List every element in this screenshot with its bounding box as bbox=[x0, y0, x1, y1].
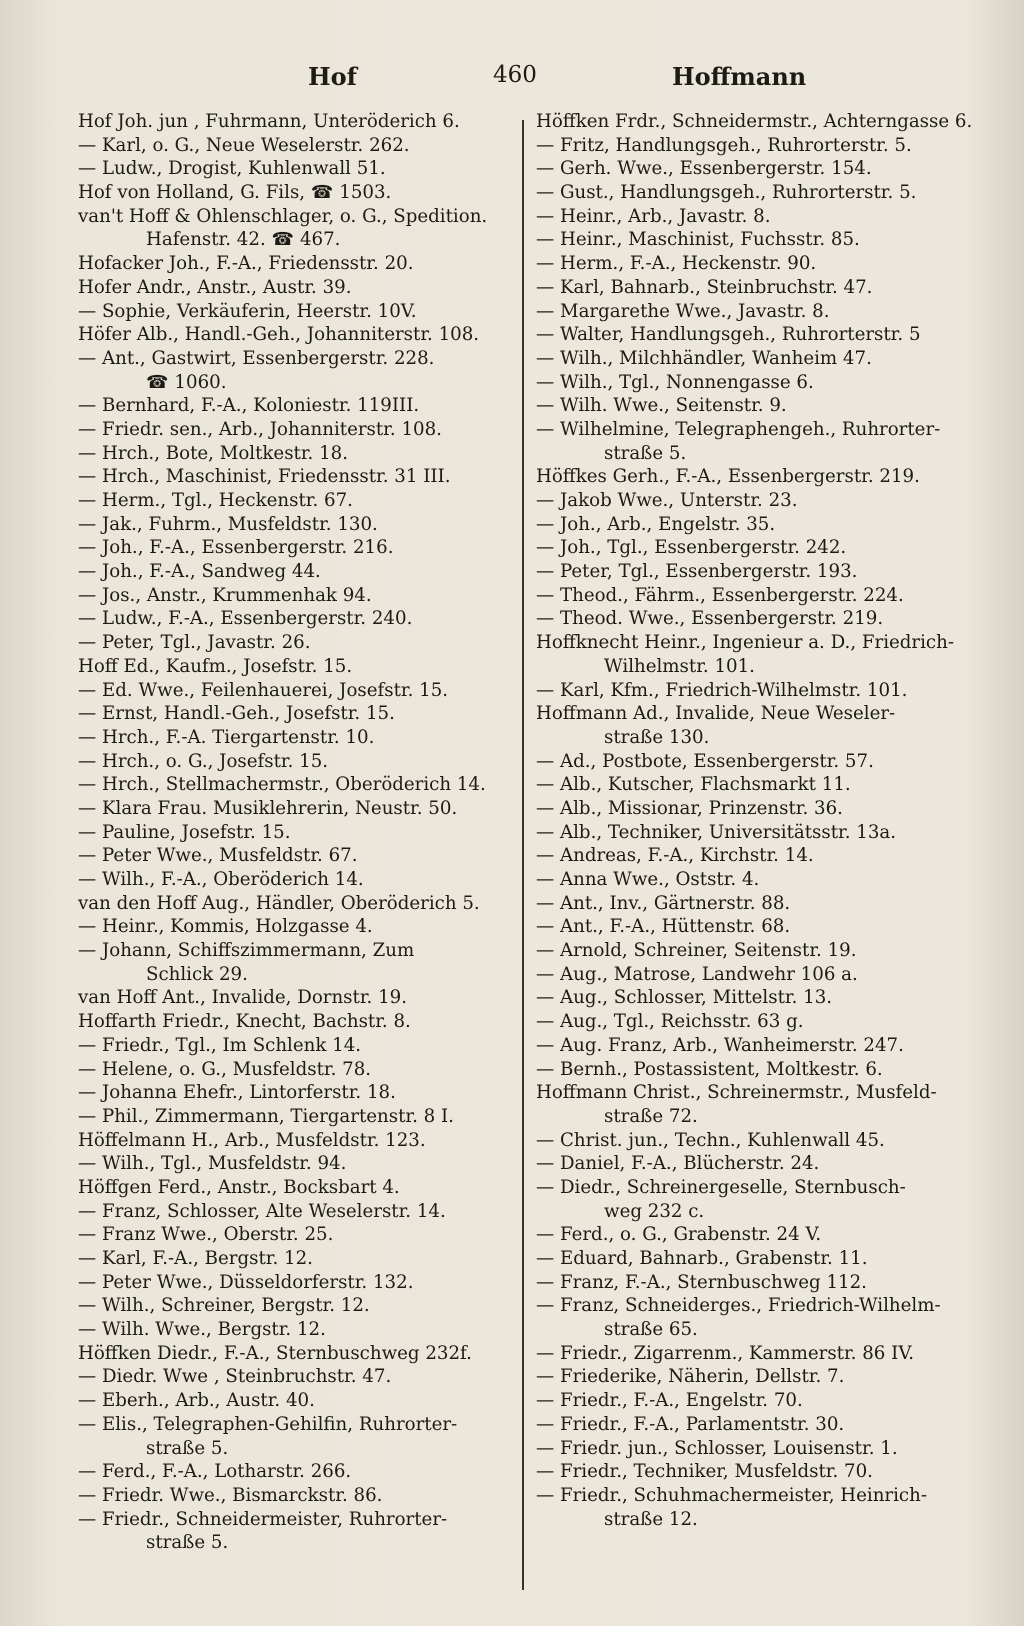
directory-entry: — Andreas, F.-A., Kirchstr. 14. bbox=[536, 845, 814, 867]
directory-entry: Höffgen Ferd., Anstr., Bocksbart 4. bbox=[78, 1176, 400, 1198]
directory-entry: — Friedr., Schneidermeister, Ruhrorter- bbox=[78, 1508, 448, 1530]
directory-entry: — Eberh., Arb., Austr. 40. bbox=[78, 1390, 315, 1412]
directory-entry: — Wilh., Milchhändler, Wanheim 47. bbox=[536, 347, 872, 369]
directory-entry: straße 130. bbox=[604, 726, 710, 748]
directory-entry: — Gust., Handlungsgeh., Ruhrorterstr. 5. bbox=[536, 182, 917, 204]
directory-entry: van den Hoff Aug., Händler, Oberöderich 5. bbox=[78, 892, 480, 914]
directory-entry: — Franz, Schlosser, Alte Weselerstr. 14. bbox=[78, 1200, 446, 1222]
directory-entry: Wilhelmstr. 101. bbox=[604, 655, 755, 677]
directory-entry: — Peter, Tgl., Javastr. 26. bbox=[78, 632, 311, 654]
directory-entry: — Wilh., F.-A., Oberöderich 14. bbox=[78, 869, 364, 890]
directory-entry: straße 5. bbox=[604, 442, 687, 464]
directory-entry: straße 5. bbox=[146, 1532, 229, 1554]
directory-entry: — Margarethe Wwe., Javastr. 8. bbox=[536, 300, 830, 322]
directory-entry: Hoffmann Ad., Invalide, Neue Weseler- bbox=[536, 703, 896, 725]
directory-entry: Höffken Frdr., Schneidermstr., Achterngasse 6. bbox=[536, 111, 973, 132]
directory-entry: — Alb., Missionar, Prinzenstr. 36. bbox=[536, 797, 843, 819]
directory-entry: — Jakob Wwe., Unterstr. 23. bbox=[536, 490, 798, 511]
directory-entry: — Joh., Arb., Engelstr. 35. bbox=[536, 513, 776, 535]
directory-entry: — Fritz, Handlungsgeh., Ruhrorterstr. 5. bbox=[536, 134, 912, 156]
directory-entry: — Friedr. jun., Schlosser, Louisenstr. 1. bbox=[536, 1437, 898, 1459]
directory-entry: — Friedr., F.-A., Parlamentstr. 30. bbox=[536, 1413, 845, 1435]
directory-entry: — Helene, o. G., Musfeldstr. 78. bbox=[78, 1058, 372, 1080]
directory-entry: — Franz, Schneiderges., Friedrich-Wilhelm- bbox=[536, 1295, 941, 1317]
directory-entry: — Karl, o. G., Neue Weselerstr. 262. bbox=[78, 134, 410, 156]
left-column bbox=[78, 110, 518, 1555]
directory-entry: weg 232 c. bbox=[604, 1200, 705, 1222]
directory-entry: — Heinr., Arb., Javastr. 8. bbox=[536, 205, 771, 227]
directory-entry: — Friedr., F.-A., Engelstr. 70. bbox=[536, 1390, 803, 1412]
directory-entry: — Joh., F.-A., Sandweg 44. bbox=[78, 561, 321, 583]
directory-entry: — Heinr., Maschinist, Fuchsstr. 85. bbox=[536, 229, 860, 251]
directory-entry: — Hrch., o. G., Josefstr. 15. bbox=[78, 750, 329, 772]
header-right-word: Hoffmann bbox=[672, 62, 807, 91]
directory-entry: — Wilh., Tgl., Musfeldstr. 94. bbox=[78, 1153, 347, 1175]
directory-entry: — Hrch., Stellmachermstr., Oberöderich 14. bbox=[78, 774, 486, 796]
directory-entry: — Pauline, Josefstr. 15. bbox=[78, 821, 291, 843]
directory-entry: — Aug., Tgl., Reichsstr. 63 g. bbox=[536, 1011, 804, 1033]
directory-entry: straße 5. bbox=[146, 1437, 229, 1459]
directory-entry: — Bernh., Postassistent, Moltkestr. 6. bbox=[536, 1058, 883, 1080]
directory-entry: — Ernst, Handl.-Geh., Josefstr. 15. bbox=[78, 703, 395, 725]
directory-entry: — Wilhelmine, Telegraphengeh., Ruhrorter- bbox=[536, 418, 941, 440]
directory-entry: — Ludw., Drogist, Kuhlenwall 51. bbox=[78, 158, 386, 180]
directory-entry: — Phil., Zimmermann, Tiergartenstr. 8 I. bbox=[78, 1105, 454, 1127]
directory-entry: — Franz Wwe., Oberstr. 25. bbox=[78, 1224, 334, 1246]
directory-entry: van Hoff Ant., Invalide, Dornstr. 19. bbox=[78, 987, 408, 1009]
directory-entry: — Eduard, Bahnarb., Grabenstr. 11. bbox=[536, 1248, 868, 1269]
directory-entry: — Walter, Handlungsgeh., Ruhrorterstr. 5 bbox=[536, 324, 921, 346]
directory-entry: — Ferd., o. G., Grabenstr. 24 V. bbox=[536, 1224, 822, 1246]
directory-entry: — Karl, Bahnarb., Steinbruchstr. 47. bbox=[536, 276, 873, 298]
directory-entry: — Wilh., Tgl., Nonnengasse 6. bbox=[536, 371, 814, 393]
directory-entry: — Friederike, Näherin, Dellstr. 7. bbox=[536, 1366, 845, 1388]
directory-entry: Höffelmann H., Arb., Musfeldstr. 123. bbox=[78, 1129, 426, 1151]
directory-entry: — Wilh., Schreiner, Bergstr. 12. bbox=[78, 1295, 370, 1317]
directory-entry: — Ferd., F.-A., Lotharstr. 266. bbox=[78, 1461, 352, 1483]
directory-entry: Hoffknecht Heinr., Ingenieur a. D., Friedrich- bbox=[536, 632, 954, 654]
directory-entry: Hof Joh. jun , Fuhrmann, Unteröderich 6. bbox=[78, 111, 460, 132]
directory-entry: straße 65. bbox=[604, 1319, 698, 1341]
directory-entry: — Joh., F.-A., Essenbergerstr. 216. bbox=[78, 537, 394, 559]
directory-entry: — Ant., Inv., Gärtnerstr. 88. bbox=[536, 892, 791, 914]
directory-entry: — Theod. Wwe., Essenbergerstr. 219. bbox=[536, 608, 884, 630]
directory-entry: — Karl, F.-A., Bergstr. 12. bbox=[78, 1248, 313, 1269]
directory-entry: — Johann, Schiffszimmermann, Zum bbox=[78, 940, 415, 962]
directory-entry: — Friedr., Tgl., Im Schlenk 14. bbox=[78, 1034, 362, 1056]
directory-entry: Hafenstr. 42. ☎ 467. bbox=[146, 229, 341, 251]
directory-entry: — Peter, Tgl., Essenbergerstr. 193. bbox=[536, 561, 858, 583]
directory-entry: — Bernhard, F.-A., Koloniestr. 119III. bbox=[78, 395, 420, 417]
directory-entry: — Hrch., Bote, Moltkestr. 18. bbox=[78, 442, 349, 464]
directory-entry: Schlick 29. bbox=[146, 963, 248, 985]
directory-entry: — Heinr., Kommis, Holzgasse 4. bbox=[78, 916, 373, 938]
directory-entry: — Karl, Kfm., Friedrich-Wilhelmstr. 101. bbox=[536, 679, 908, 701]
directory-entry: Höffken Diedr., F.-A., Sternbuschweg 232f. bbox=[78, 1342, 472, 1364]
directory-entry: straße 72. bbox=[604, 1105, 698, 1127]
directory-entry: — Hrch., F.-A. Tiergartenstr. 10. bbox=[78, 726, 375, 748]
directory-entry: — Christ. jun., Techn., Kuhlenwall 45. bbox=[536, 1129, 885, 1151]
column-divider bbox=[522, 120, 524, 1590]
directory-entry: — Friedr., Zigarrenm., Kammerstr. 86 IV. bbox=[536, 1342, 915, 1364]
directory-entry: — Alb., Techniker, Universitätsstr. 13a. bbox=[536, 821, 897, 843]
directory-entry: Hofacker Joh., F.-A., Friedensstr. 20. bbox=[78, 253, 414, 275]
directory-entry: — Wilh. Wwe., Seitenstr. 9. bbox=[536, 395, 787, 417]
directory-entry: Hofer Andr., Anstr., Austr. 39. bbox=[78, 276, 352, 298]
directory-entry: — Elis., Telegraphen-Gehilfin, Ruhrorter- bbox=[78, 1413, 458, 1435]
directory-entry: Hoffarth Friedr., Knecht, Bachstr. 8. bbox=[78, 1011, 411, 1033]
directory-entry: — Ad., Postbote, Essenbergerstr. 57. bbox=[536, 750, 874, 772]
directory-entry: — Jos., Anstr., Krummenhak 94. bbox=[78, 584, 372, 606]
directory-entry: — Herm., Tgl., Heckenstr. 67. bbox=[78, 490, 353, 511]
directory-entry: — Sophie, Verkäuferin, Heerstr. 10V. bbox=[78, 300, 417, 322]
directory-entry: — Peter Wwe., Düsseldorferstr. 132. bbox=[78, 1271, 414, 1293]
directory-entry: — Arnold, Schreiner, Seitenstr. 19. bbox=[536, 940, 857, 962]
directory-entry: Höfer Alb., Handl.-Geh., Johanniterstr. 108. bbox=[78, 324, 480, 346]
directory-entry: — Peter Wwe., Musfeldstr. 67. bbox=[78, 845, 358, 867]
directory-entry: — Herm., F.-A., Heckenstr. 90. bbox=[536, 253, 817, 275]
directory-entry: — Friedr., Techniker, Musfeldstr. 70. bbox=[536, 1461, 873, 1483]
page-header bbox=[0, 62, 1024, 98]
directory-entry: — Friedr. sen., Arb., Johanniterstr. 108. bbox=[78, 418, 442, 440]
directory-entry: Hoffmann Christ., Schreinermstr., Musfeld- bbox=[536, 1082, 937, 1104]
directory-entry: — Ludw., F.-A., Essenbergerstr. 240. bbox=[78, 608, 413, 630]
directory-entry: — Johanna Ehefr., Lintorferstr. 18. bbox=[78, 1082, 396, 1104]
right-column bbox=[536, 110, 986, 1531]
directory-entry: Hoff Ed., Kaufm., Josefstr. 15. bbox=[78, 655, 353, 677]
directory-entry: — Ed. Wwe., Feilenhauerei, Josefstr. 15. bbox=[78, 679, 449, 701]
directory-entry: — Diedr. Wwe , Steinbruchstr. 47. bbox=[78, 1366, 392, 1388]
directory-entry: Höffkes Gerh., F.-A., Essenbergerstr. 219. bbox=[536, 466, 920, 488]
directory-entry: — Jak., Fuhrm., Musfeldstr. 130. bbox=[78, 513, 378, 535]
directory-entry: — Anna Wwe., Oststr. 4. bbox=[536, 869, 760, 890]
directory-entry: — Alb., Kutscher, Flachsmarkt 11. bbox=[536, 774, 851, 796]
page-number: 460 bbox=[493, 62, 537, 88]
directory-entry: — Franz, F.-A., Sternbuschweg 112. bbox=[536, 1271, 867, 1293]
directory-entry: — Ant., Gastwirt, Essenbergerstr. 228. bbox=[78, 347, 435, 369]
directory-entry: van't Hoff & Ohlenschlager, o. G., Spedition. bbox=[78, 205, 488, 227]
directory-entry: — Friedr., Schuhmachermeister, Heinrich- bbox=[536, 1484, 927, 1506]
directory-entry: — Joh., Tgl., Essenbergerstr. 242. bbox=[536, 537, 847, 559]
directory-entry: — Ant., F.-A., Hüttenstr. 68. bbox=[536, 916, 791, 938]
directory-entry: — Hrch., Maschinist, Friedensstr. 31 III. bbox=[78, 466, 451, 488]
directory-entry: ☎ 1060. bbox=[146, 371, 227, 393]
directory-entry: — Klara Frau. Musiklehrerin, Neustr. 50. bbox=[78, 797, 458, 819]
directory-entry: — Daniel, F.-A., Blücherstr. 24. bbox=[536, 1153, 820, 1175]
directory-entry: — Aug. Franz, Arb., Wanheimerstr. 247. bbox=[536, 1034, 904, 1056]
directory-entry: straße 12. bbox=[604, 1508, 698, 1530]
directory-entry: — Theod., Fährm., Essenbergerstr. 224. bbox=[536, 584, 904, 606]
directory-entry: — Wilh. Wwe., Bergstr. 12. bbox=[78, 1319, 326, 1341]
directory-entry: — Aug., Schlosser, Mittelstr. 13. bbox=[536, 987, 833, 1009]
directory-entry: Hof von Holland, G. Fils, ☎ 1503. bbox=[78, 182, 392, 204]
directory-entry: — Friedr. Wwe., Bismarckstr. 86. bbox=[78, 1484, 383, 1506]
directory-entry: — Diedr., Schreinergeselle, Sternbusch- bbox=[536, 1176, 906, 1198]
directory-entry: — Aug., Matrose, Landwehr 106 a. bbox=[536, 963, 858, 985]
header-left-word: Hof bbox=[308, 62, 358, 91]
directory-entry: — Gerh. Wwe., Essenbergerstr. 154. bbox=[536, 158, 872, 180]
